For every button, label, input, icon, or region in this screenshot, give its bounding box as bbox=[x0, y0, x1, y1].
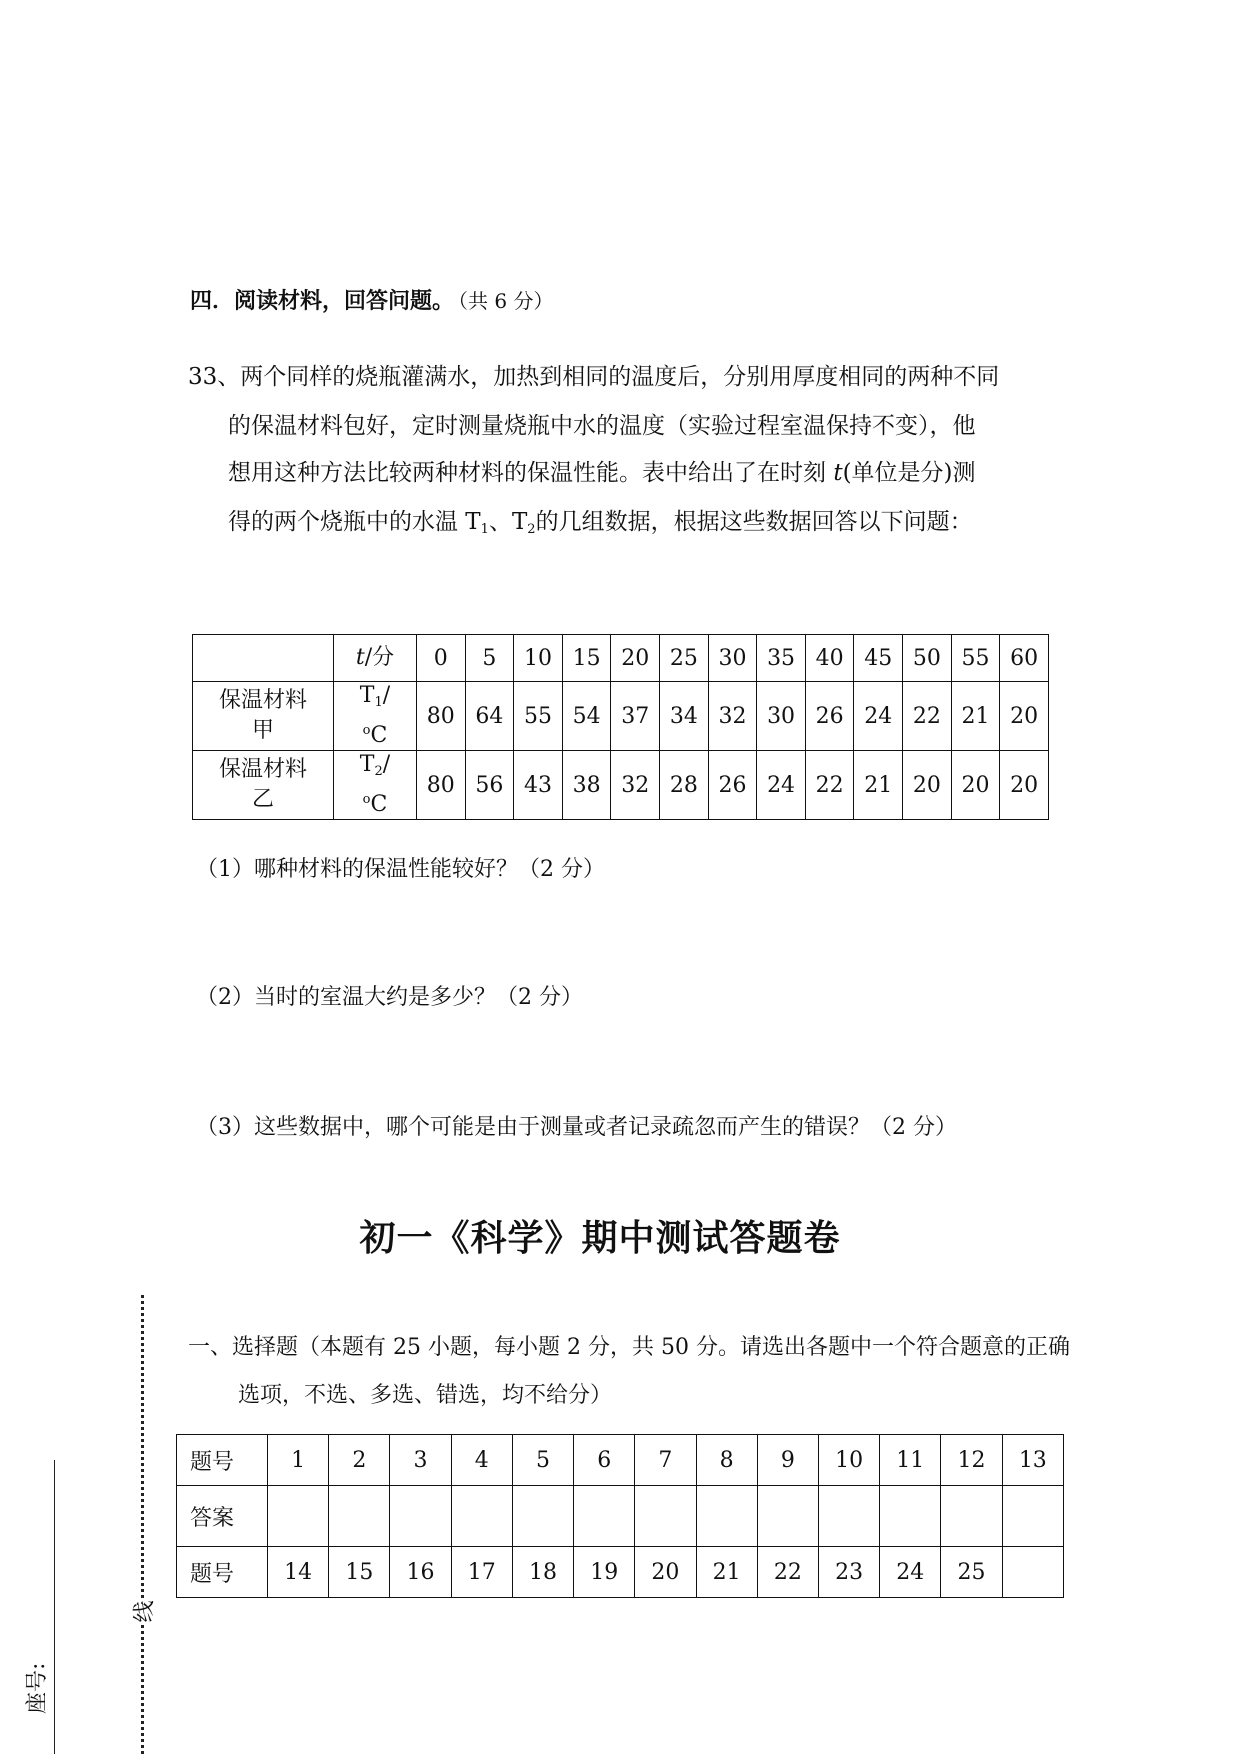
time-cell: 15 bbox=[562, 635, 611, 682]
t2-value-cell: 21 bbox=[854, 751, 903, 820]
t2-value-cell: 20 bbox=[903, 751, 952, 820]
material-b-row bbox=[193, 751, 1049, 820]
t2-value-cell: 38 bbox=[562, 751, 611, 820]
question-number-cell: 22 bbox=[757, 1547, 818, 1598]
t2-subscript: 2 bbox=[527, 522, 536, 537]
line4-text-b: 的几组数据，根据这些数据回答以下问题： bbox=[535, 509, 973, 535]
line4-text-a: 得的两个烧瓶中的水温 T bbox=[228, 509, 481, 535]
time-cell: 0 bbox=[417, 635, 466, 682]
answer-cell[interactable] bbox=[880, 1486, 941, 1547]
material-a-label-line2: 甲 bbox=[251, 718, 274, 743]
t1-value-cell: 55 bbox=[514, 682, 563, 751]
section-heading: 四．阅读材料，回答问题。 bbox=[190, 288, 455, 314]
subquestion-3: （3）这些数据中，哪个可能是由于测量或者记录疏忽而产生的错误？（2 分） bbox=[196, 1115, 957, 1140]
question-33-line-4 bbox=[228, 507, 973, 545]
material-a-label-line1: 保温材料 bbox=[218, 688, 307, 713]
question-number-label: 题号 bbox=[177, 1435, 268, 1486]
instruction-line-1: 一、选择题（本题有 25 小题，每小题 2 分，共 50 分。请选出各题中一个符合题意的正确 bbox=[188, 1335, 1070, 1360]
answer-cell[interactable] bbox=[757, 1486, 818, 1547]
question-number-cell: 8 bbox=[696, 1435, 757, 1486]
t1-value-cell: 64 bbox=[465, 682, 514, 751]
temperature-data-table bbox=[192, 634, 1049, 820]
t1-value-cell: 22 bbox=[903, 682, 952, 751]
answer-cell[interactable] bbox=[635, 1486, 696, 1547]
time-cell: 45 bbox=[854, 635, 903, 682]
question-number-cell: 7 bbox=[635, 1435, 696, 1486]
question-number-cell: 17 bbox=[451, 1547, 512, 1598]
answer-cell[interactable] bbox=[1002, 1486, 1063, 1547]
subquestion-2: （2）当时的室温大约是多少？（2 分） bbox=[196, 985, 583, 1010]
binding-dotted-line bbox=[141, 1295, 144, 1754]
question-number-cell: 20 bbox=[635, 1547, 696, 1598]
binding-line-label: 线 bbox=[128, 1600, 159, 1622]
t1-value-cell: 21 bbox=[951, 682, 1000, 751]
material-a-label bbox=[193, 682, 334, 751]
question-number-cell: 13 bbox=[1002, 1435, 1063, 1486]
t1-value-cell: 32 bbox=[708, 682, 757, 751]
t1-unit-cell bbox=[334, 682, 417, 751]
t1-value-cell: 54 bbox=[562, 682, 611, 751]
answer-label: 答案 bbox=[177, 1486, 268, 1547]
time-cell: 10 bbox=[514, 635, 563, 682]
section-points: （共 6 分） bbox=[458, 289, 554, 313]
t2-symbol: T bbox=[359, 752, 375, 777]
t2-unit-cell bbox=[334, 751, 417, 820]
t1-value-cell: 34 bbox=[660, 682, 709, 751]
answer-cell[interactable] bbox=[696, 1486, 757, 1547]
time-header-italic: t bbox=[355, 645, 365, 670]
empty-corner-cell bbox=[193, 635, 334, 682]
t1-value-cell: 30 bbox=[757, 682, 806, 751]
time-header-unit: /分 bbox=[364, 645, 395, 670]
celsius-symbol: C bbox=[370, 792, 388, 817]
question-number-cell: 9 bbox=[757, 1435, 818, 1486]
answer-cell[interactable] bbox=[512, 1486, 573, 1547]
time-cell: 20 bbox=[611, 635, 660, 682]
t1-subscript: 1 bbox=[480, 522, 489, 537]
t1-unit-subscript: 1 bbox=[374, 695, 383, 710]
t1-symbol: T bbox=[359, 683, 375, 708]
question-number-cell: 3 bbox=[390, 1435, 451, 1486]
question-number-cell: 18 bbox=[512, 1547, 573, 1598]
time-cell: 60 bbox=[1000, 635, 1049, 682]
t2-value-cell: 32 bbox=[611, 751, 660, 820]
question-number-cell: 23 bbox=[818, 1547, 879, 1598]
line3-text-b: (单位是分)测 bbox=[842, 460, 976, 486]
seat-number-line bbox=[54, 1460, 55, 1754]
question-number-cell: 25 bbox=[941, 1547, 1002, 1598]
time-cell: 40 bbox=[805, 635, 854, 682]
question-number-cell: 4 bbox=[451, 1435, 512, 1486]
table-header-row bbox=[193, 635, 1049, 682]
degree-sign: o bbox=[362, 723, 371, 738]
question-number-cell: 15 bbox=[329, 1547, 390, 1598]
seat-number-label: 座号: bbox=[25, 1662, 50, 1714]
t1-value-cell: 26 bbox=[805, 682, 854, 751]
question-33-line-1: 33、两个同样的烧瓶灌满水，加热到相同的温度后，分别用厚度相同的两种不同 bbox=[188, 364, 1000, 390]
answer-cell[interactable] bbox=[390, 1486, 451, 1547]
question-number-row-2 bbox=[177, 1547, 1064, 1598]
question-number-cell: 2 bbox=[329, 1435, 390, 1486]
answer-cell[interactable] bbox=[268, 1486, 329, 1547]
time-cell: 5 bbox=[465, 635, 514, 682]
material-b-label-line1: 保温材料 bbox=[218, 757, 307, 782]
question-number-cell: 12 bbox=[941, 1435, 1002, 1486]
question-33-line-2: 的保温材料包好，定时测量烧瓶中水的温度（实验过程室温保持不变），他 bbox=[228, 413, 976, 439]
t2-value-cell: 28 bbox=[660, 751, 709, 820]
question-number-cell: 1 bbox=[268, 1435, 329, 1486]
t2-value-cell: 80 bbox=[417, 751, 466, 820]
t1-value-cell: 37 bbox=[611, 682, 660, 751]
t2-slash: / bbox=[382, 752, 391, 777]
question-number-cell bbox=[1002, 1547, 1063, 1598]
answer-cell[interactable] bbox=[451, 1486, 512, 1547]
question-number-label: 题号 bbox=[177, 1547, 268, 1598]
time-cell: 35 bbox=[757, 635, 806, 682]
answer-grid bbox=[176, 1434, 1064, 1598]
line3-text-a: 想用这种方法比较两种材料的保温性能。表中给出了在时刻 bbox=[228, 460, 834, 486]
t1-value-cell: 24 bbox=[854, 682, 903, 751]
question-number-cell: 16 bbox=[390, 1547, 451, 1598]
t2-unit-subscript: 2 bbox=[374, 764, 383, 779]
question-number-cell: 6 bbox=[574, 1435, 635, 1486]
question-number-cell: 10 bbox=[818, 1435, 879, 1486]
time-cell: 25 bbox=[660, 635, 709, 682]
t2-value-cell: 20 bbox=[1000, 751, 1049, 820]
time-cell: 30 bbox=[708, 635, 757, 682]
section-title bbox=[190, 284, 553, 315]
question-number-cell: 24 bbox=[880, 1547, 941, 1598]
answer-cell[interactable] bbox=[574, 1486, 635, 1547]
question-number-row bbox=[177, 1435, 1064, 1486]
t1-value-cell: 20 bbox=[1000, 682, 1049, 751]
material-b-label bbox=[193, 751, 334, 820]
answer-cell[interactable] bbox=[329, 1486, 390, 1547]
time-variable: t bbox=[833, 460, 843, 486]
question-number-cell: 14 bbox=[268, 1547, 329, 1598]
question-number-cell: 11 bbox=[880, 1435, 941, 1486]
question-number-cell: 19 bbox=[574, 1547, 635, 1598]
subquestion-1: （1）哪种材料的保温性能较好？（2 分） bbox=[196, 857, 605, 882]
t2-value-cell: 20 bbox=[951, 751, 1000, 820]
time-header-cell bbox=[334, 635, 417, 682]
question-number-cell: 5 bbox=[512, 1435, 573, 1486]
t2-value-cell: 24 bbox=[757, 751, 806, 820]
t2-value-cell: 26 bbox=[708, 751, 757, 820]
instruction-line-2: 选项，不选、多选、错选，均不给分） bbox=[238, 1383, 613, 1408]
line4-text-mid: 、T bbox=[488, 509, 528, 535]
question-33-line-3 bbox=[228, 458, 976, 488]
t2-value-cell: 56 bbox=[465, 751, 514, 820]
material-b-label-line2: 乙 bbox=[251, 787, 274, 812]
degree-sign: o bbox=[362, 792, 371, 807]
t1-value-cell: 80 bbox=[417, 682, 466, 751]
answer-cell[interactable] bbox=[941, 1486, 1002, 1547]
t2-value-cell: 22 bbox=[805, 751, 854, 820]
material-a-row bbox=[193, 682, 1049, 751]
answer-cell[interactable] bbox=[818, 1486, 879, 1547]
t2-value-cell: 43 bbox=[514, 751, 563, 820]
time-cell: 55 bbox=[951, 635, 1000, 682]
question-number-cell: 21 bbox=[696, 1547, 757, 1598]
t1-slash: / bbox=[382, 683, 391, 708]
answer-sheet-title: 初一《科学》期中测试答题卷 bbox=[359, 1217, 841, 1259]
time-cell: 50 bbox=[903, 635, 952, 682]
celsius-symbol: C bbox=[370, 723, 388, 748]
answer-row bbox=[177, 1486, 1064, 1547]
